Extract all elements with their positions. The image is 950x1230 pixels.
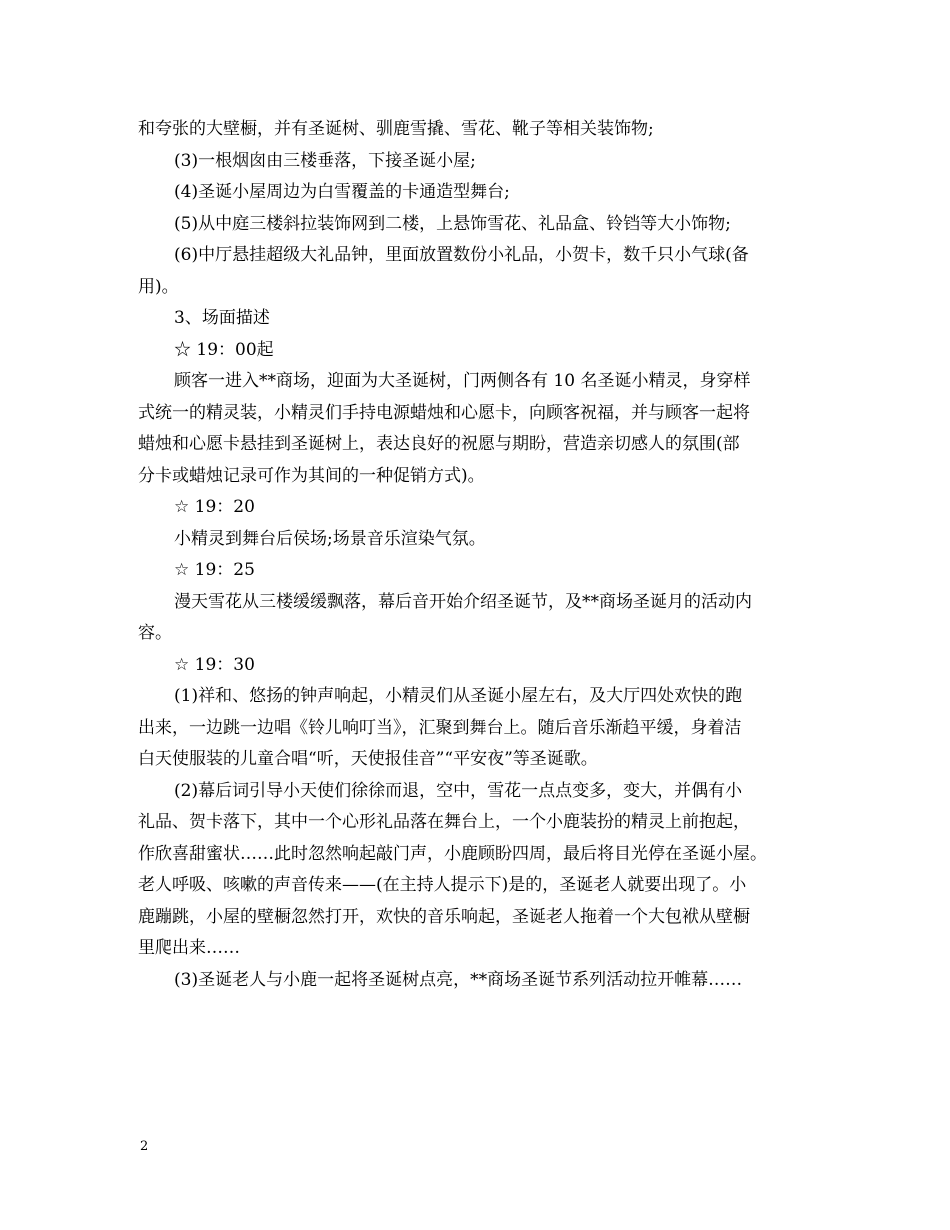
text-line: ☆ 19：20 bbox=[174, 497, 255, 517]
text-line: 用)。 bbox=[138, 276, 179, 297]
text-line: (4)圣诞小屋周边为白雪覆盖的卡通造型舞台; bbox=[174, 182, 510, 202]
text-line: 分卡或蜡烛记录可作为其间的一种促销方式)。 bbox=[138, 465, 485, 486]
text-line: ☆ 19：00起 bbox=[174, 339, 274, 360]
text-line: 式统一的精灵装，小精灵们手持电源蜡烛和心愿卡，向顾客祝福，并与顾客一起将 bbox=[138, 402, 750, 423]
text-line: 小精灵到舞台后侯场;场景音乐渲染气氛。 bbox=[174, 528, 486, 549]
text-line: 白天使服装的儿童合唱“听，天使报佳音”“平安夜”等圣诞歌。 bbox=[138, 749, 598, 769]
text-line: (1)祥和、悠扬的钟声响起，小精灵们从圣诞小屋左右，及大厅四处欢快的跑 bbox=[174, 686, 743, 706]
text-line: 作欣喜甜蜜状……此时忽然响起敲门声，小鹿顾盼四周，最后将目光停在圣诞小屋。 bbox=[138, 843, 767, 864]
page-number: 2 bbox=[140, 1139, 149, 1154]
text-line: 里爬出来…… bbox=[138, 938, 240, 958]
text-line: (6)中厅悬挂超级大礼品钟，里面放置数份小礼品，小贺卡，数千只小气球(备 bbox=[174, 245, 749, 265]
text-line: 鹿蹦跳，小屋的壁橱忽然打开，欢快的音乐响起，圣诞老人拖着一个大包袱从壁橱 bbox=[138, 906, 750, 927]
text-line: (2)幕后词引导小天使们徐徐而退，空中，雪花一点点变多，变大，并偶有小 bbox=[174, 780, 743, 801]
text-line: 顾客一进入**商场，迎面为大圣诞树，门两侧各有 10 名圣诞小精灵，身穿样 bbox=[174, 371, 751, 391]
text-line: 老人呼吸、咳嗽的声音传来——(在主持人提示下)是的，圣诞老人就要出现了。小 bbox=[138, 875, 747, 895]
text-line: 漫天雪花从三楼缓缓飘落，幕后音开始介绍圣诞节，及**商场圣诞月的活动内 bbox=[174, 591, 752, 612]
text-line: (3)圣诞老人与小鹿一起将圣诞树点亮，**商场圣诞节系列活动拉开帷幕…… bbox=[174, 969, 743, 990]
text-line: 容。 bbox=[138, 623, 172, 643]
text-line: 和夸张的大壁橱，并有圣诞树、驯鹿雪撬、雪花、靴子等相关装饰物; bbox=[138, 119, 654, 139]
text-line: 蜡烛和心愿卡悬挂到圣诞树上，表达良好的祝愿与期盼，营造亲切感人的氛围(部 bbox=[138, 434, 740, 454]
text-line: (3)一根烟囱由三楼垂落，下接圣诞小屋; bbox=[174, 150, 476, 171]
text-line: (5)从中庭三楼斜拉装饰网到二楼，上悬饰雪花、礼品盒、铃铛等大小饰物; bbox=[174, 213, 731, 234]
text-line: 3、场面描述 bbox=[174, 308, 270, 328]
text-line: ☆ 19：30 bbox=[174, 654, 255, 675]
text-line: ☆ 19：25 bbox=[174, 560, 255, 580]
text-line: 礼品、贺卡落下，其中一个心形礼品落在舞台上，一个小鹿装扮的精灵上前抱起， bbox=[138, 812, 750, 832]
text-line: 出来，一边跳一边唱《铃儿响叮当》，汇聚到舞台上。随后音乐渐趋平缓，身着洁 bbox=[138, 717, 742, 738]
document-body bbox=[138, 114, 818, 996]
